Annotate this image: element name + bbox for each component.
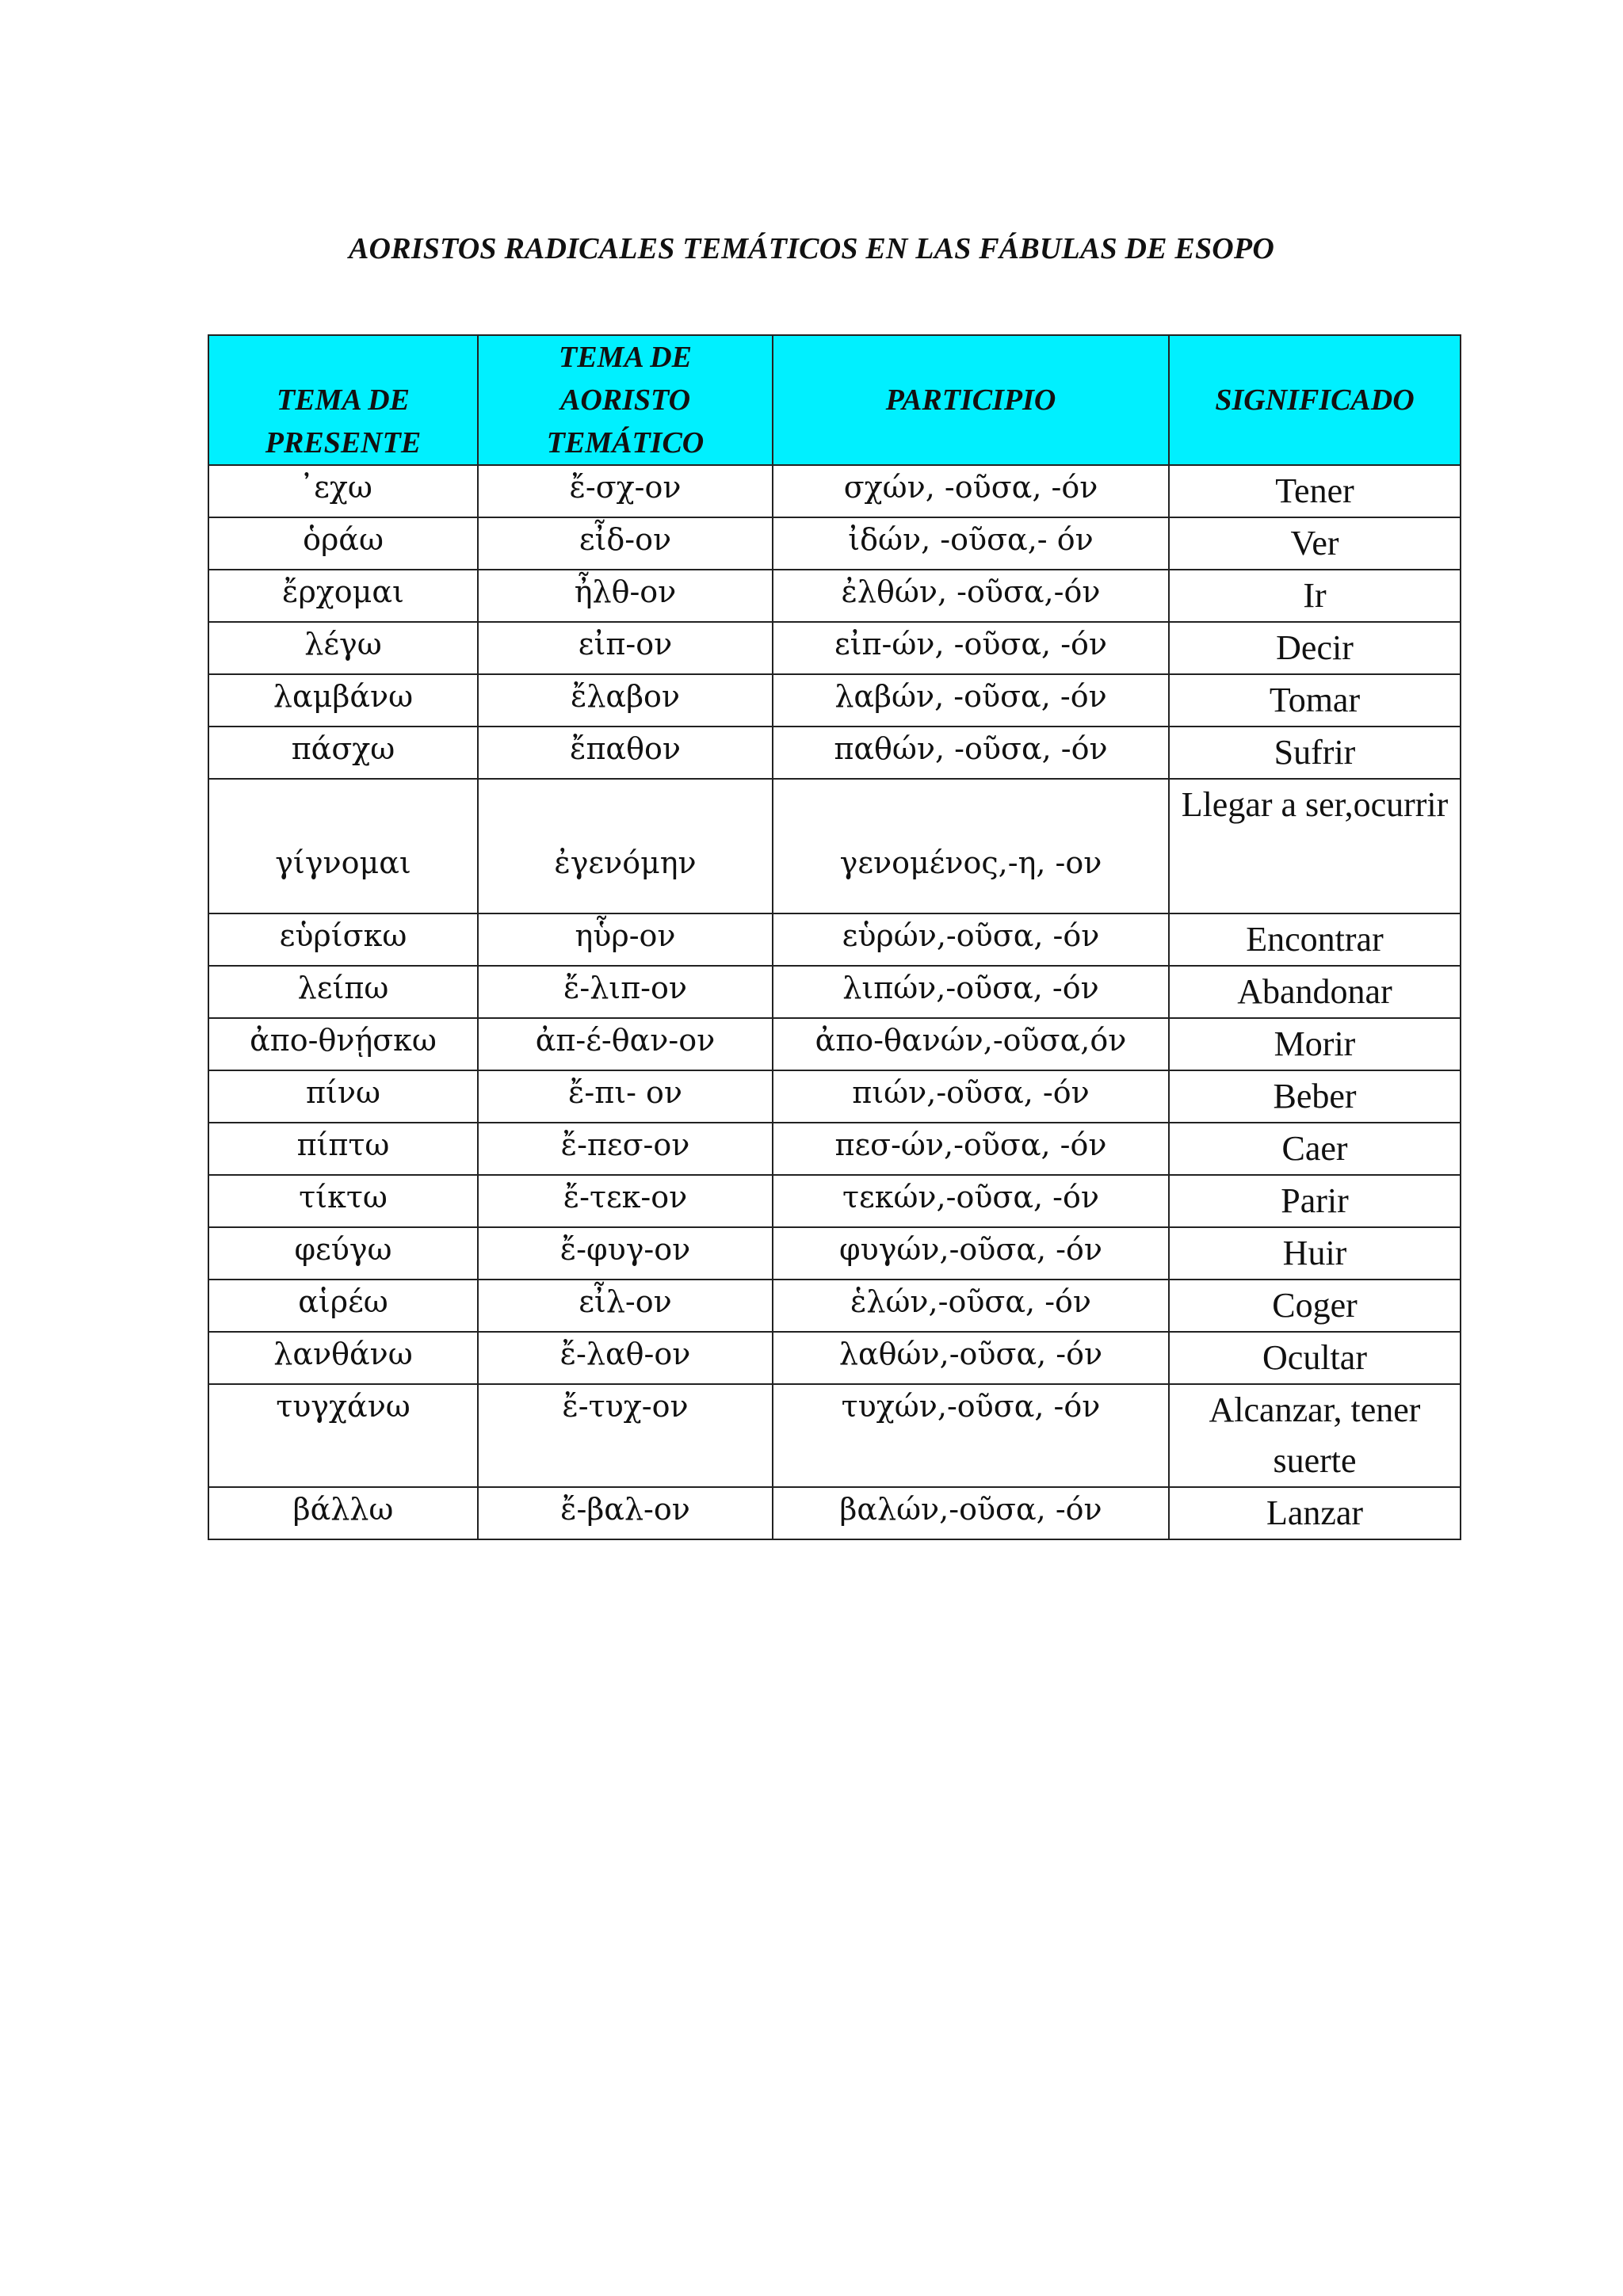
cell-aoristo: εἶδ-ον (478, 517, 773, 570)
cell-presente: λανθάνω (208, 1332, 478, 1384)
cell-aoristo: ἔ-λαθ-ον (478, 1332, 773, 1384)
cell-significado: Coger (1169, 1280, 1461, 1332)
table-row (208, 517, 1461, 570)
cell-aoristo: ἔ-τεκ-ον (478, 1175, 773, 1227)
header-presente (208, 335, 478, 465)
cell-presente: ἀπο-θνῄσκω (208, 1018, 478, 1070)
cell-aoristo: ἐγενόμην (478, 779, 773, 913)
cell-aoristo: ἔ-βαλ-ον (478, 1487, 773, 1539)
cell-significado: Tener (1169, 465, 1461, 517)
table-row (208, 1227, 1461, 1280)
cell-participio: λαβών, -οῦσα, -όν (773, 674, 1169, 727)
table-row (208, 727, 1461, 779)
cell-presente: ὁράω (208, 517, 478, 570)
cell-participio: ἰδών, -οῦσα,- όν (773, 517, 1169, 570)
cell-presente: ̓εχω (208, 465, 478, 517)
table-row (208, 1332, 1461, 1384)
table-row (208, 1018, 1461, 1070)
header-participio: PARTICIPIO (773, 335, 1169, 465)
cell-presente: λέγω (208, 622, 478, 674)
cell-participio: ἀπο-θανών,-οῦσα,όν (773, 1018, 1169, 1070)
cell-significado: Encontrar (1169, 913, 1461, 966)
header-aoristo-line: AORISTO (559, 383, 691, 417)
cell-presente: φεύγω (208, 1227, 478, 1280)
table-row (208, 674, 1461, 727)
cell-participio: παθών, -οῦσα, -όν (773, 727, 1169, 779)
cell-presente: βάλλω (208, 1487, 478, 1539)
cell-participio: γενομένος,-η, -ον (773, 779, 1169, 913)
header-presente-line: PRESENTE (265, 426, 422, 460)
cell-significado: Morir (1169, 1018, 1461, 1070)
cell-participio: ἑλών,-οῦσα, -όν (773, 1280, 1169, 1332)
cell-significado: Decir (1169, 622, 1461, 674)
table-row (208, 966, 1461, 1018)
table-row (208, 779, 1461, 913)
page-title: AORISTOS RADICALES TEMÁTICOS EN LAS FÁBULAS DE ESOPO (349, 232, 1274, 265)
cell-presente: πάσχω (208, 727, 478, 779)
cell-significado: Tomar (1169, 674, 1461, 727)
cell-significado: Beber (1169, 1070, 1461, 1123)
cell-participio: τυχών,-οῦσα, -όν (773, 1384, 1169, 1487)
cell-aoristo: ηὗρ-ον (478, 913, 773, 966)
cell-participio: πιών,-οῦσα, -όν (773, 1070, 1169, 1123)
cell-aoristo: ἔ-σχ-ον (478, 465, 773, 517)
cell-presente: ἔρχομαι (208, 570, 478, 622)
table-row (208, 1175, 1461, 1227)
cell-presente: πίνω (208, 1070, 478, 1123)
cell-significado: Alcanzar, tener suerte (1169, 1384, 1461, 1487)
cell-significado: Lanzar (1169, 1487, 1461, 1539)
header-aoristo (478, 335, 773, 465)
table-row (208, 1280, 1461, 1332)
cell-significado: Ocultar (1169, 1332, 1461, 1384)
header-presente-line: TEMA DE (277, 383, 410, 417)
cell-participio: εὑρών,-οῦσα, -όν (773, 913, 1169, 966)
header-significado: SIGNIFICADO (1169, 335, 1461, 465)
cell-participio: φυγών,-οῦσα, -όν (773, 1227, 1169, 1280)
cell-aoristo: εἰπ-ον (478, 622, 773, 674)
cell-participio: πεσ-ών,-οῦσα, -όν (773, 1123, 1169, 1175)
table-row (208, 1070, 1461, 1123)
cell-aoristo: ἔ-φυγ-ον (478, 1227, 773, 1280)
header-aoristo-line: TEMA DE (559, 341, 692, 374)
cell-aoristo: ἔ-λιπ-ον (478, 966, 773, 1018)
cell-presente: γίγνομαι (208, 779, 478, 913)
cell-aoristo: ἔλαβον (478, 674, 773, 727)
cell-significado: Sufrir (1169, 727, 1461, 779)
cell-significado: Ir (1169, 570, 1461, 622)
cell-significado: Caer (1169, 1123, 1461, 1175)
cell-significado: Ver (1169, 517, 1461, 570)
table-row (208, 570, 1461, 622)
cell-aoristo: ἔ-πι- ον (478, 1070, 773, 1123)
header-aoristo-line: TEMÁTICO (546, 426, 705, 460)
table-row (208, 1384, 1461, 1487)
table-row (208, 1487, 1461, 1539)
cell-aoristo: ἔ-πεσ-ον (478, 1123, 773, 1175)
cell-presente: εὑρίσκω (208, 913, 478, 966)
cell-participio: λαθών,-οῦσα, -όν (773, 1332, 1169, 1384)
cell-participio: ἐλθών, -οῦσα,-όν (773, 570, 1169, 622)
cell-presente: τίκτω (208, 1175, 478, 1227)
cell-presente: αἱρέω (208, 1280, 478, 1332)
cell-presente: πίπτω (208, 1123, 478, 1175)
table-row (208, 622, 1461, 674)
cell-aoristo: ἔ-τυχ-ον (478, 1384, 773, 1487)
cell-aoristo: εἶλ-ον (478, 1280, 773, 1332)
cell-aoristo: ἀπ-έ-θαν-ον (478, 1018, 773, 1070)
table-body (208, 465, 1461, 1539)
cell-presente: λαμβάνω (208, 674, 478, 727)
cell-significado: Llegar a ser,ocurrir (1169, 779, 1461, 913)
table-header-row (208, 335, 1461, 465)
cell-aoristo: ἦλθ-ον (478, 570, 773, 622)
cell-significado: Abandonar (1169, 966, 1461, 1018)
cell-significado: Parir (1169, 1175, 1461, 1227)
cell-participio: σχών, -οῦσα, -όν (773, 465, 1169, 517)
cell-participio: βαλών,-οῦσα, -όν (773, 1487, 1169, 1539)
cell-presente: λείπω (208, 966, 478, 1018)
table-row (208, 913, 1461, 966)
cell-significado: Huir (1169, 1227, 1461, 1280)
cell-aoristo: ἔπαθον (478, 727, 773, 779)
table-row (208, 1123, 1461, 1175)
cell-participio: τεκών,-οῦσα, -όν (773, 1175, 1169, 1227)
cell-presente: τυγχάνω (208, 1384, 478, 1487)
cell-participio: εἰπ-ών, -οῦσα, -όν (773, 622, 1169, 674)
cell-participio: λιπών,-οῦσα, -όν (773, 966, 1169, 1018)
aorist-table (208, 334, 1461, 1540)
table-row (208, 465, 1461, 517)
